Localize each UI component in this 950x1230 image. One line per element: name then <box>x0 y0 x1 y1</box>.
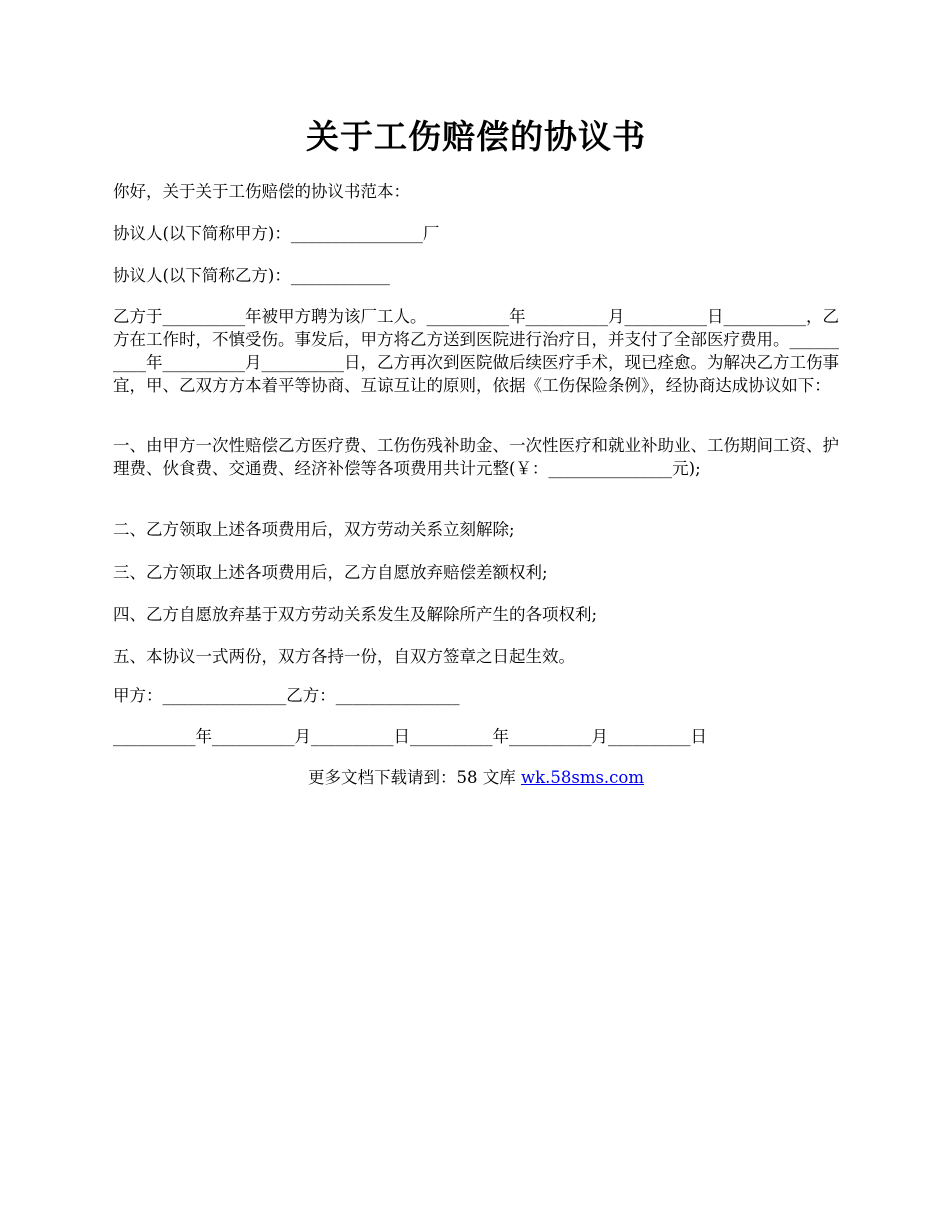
footer <box>113 766 839 789</box>
clause-2: 二、乙方领取上述各项费用后，双方劳动关系立刻解除; <box>113 520 515 539</box>
document-title: 关于工伤赔偿的协议书 <box>306 117 646 156</box>
clause-4: 四、乙方自愿放弃基于双方劳动关系发生及解除所产生的各项权利; <box>113 605 598 624</box>
footer-prefix: 更多文档下载请到：58 文库 <box>307 768 521 787</box>
clause-1: 一、由甲方一次性赔偿乙方医疗费、工伤伤残补助金、一次性医疗和就业补助业、工伤期间工资、护理费、伙食费、交通费、经济补偿等各项费用共计元整(￥：_______________元); <box>113 436 839 478</box>
clause-3: 三、乙方领取上述各项费用后，乙方自愿放弃赔偿差额权利; <box>113 563 548 582</box>
greeting-text: 你好，关于关于工伤赔偿的协议书范本： <box>113 182 410 201</box>
party-b-line: 协议人(以下简称乙方)：____________ <box>113 266 390 285</box>
party-a-line: 协议人(以下简称甲方)：________________厂 <box>113 224 440 243</box>
signature-line: 甲方：_______________乙方：_______________ <box>113 686 460 705</box>
main-paragraph: 乙方于__________年被甲方聘为该厂工人。__________年__________月__________日__________，乙方在工作时，不慎受伤。事发后，甲方将乙方送到医院进行治疗日，并支付了全部医疗费用。__________年__________月__________日，乙方再次到医院做后续医疗手术，现已痊愈。为解决乙方工伤事宜，甲、乙双方方本着平等协商、互谅互让的原则，依据《工伤保险条例》，经协商达成协议如下： <box>113 307 839 395</box>
footer-link[interactable]: wk.58sms.com <box>520 768 644 787</box>
date-line: __________年__________月__________日__________年__________月__________日 <box>113 727 707 746</box>
clause-5: 五、本协议一式两份，双方各持一份，自双方签章之日起生效。 <box>113 647 575 666</box>
